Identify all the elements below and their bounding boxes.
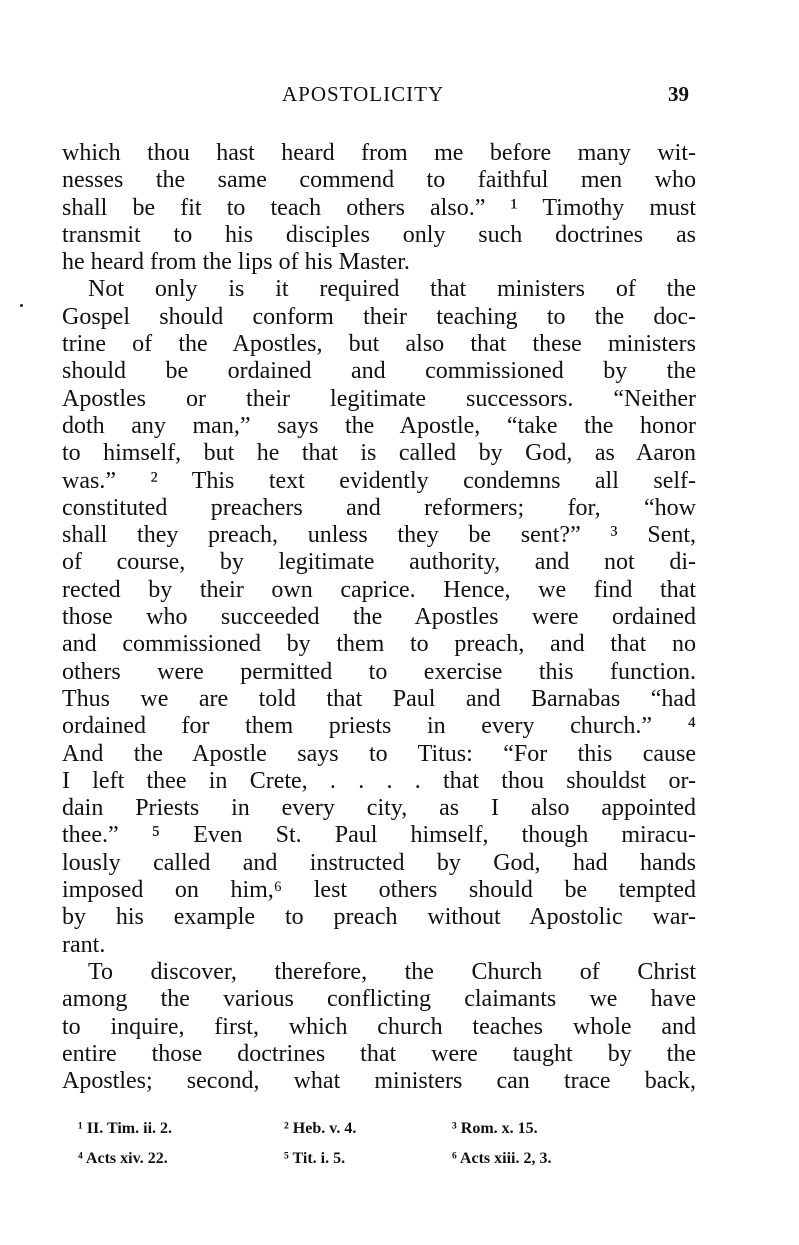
text-line: others were permitted to exercise this function. — [62, 658, 696, 685]
text-line: trine of the Apostles, but also that these ministers — [62, 331, 696, 358]
text-line: shall they preach, unless they be sent?” ³ Sent, — [62, 522, 696, 549]
text-line: those who succeeded the Apostles were ordained — [62, 604, 696, 631]
text-line: imposed on him,⁶ lest others should be tempted — [62, 877, 696, 904]
footnote: ⁴ Acts xiv. 22. — [78, 1150, 168, 1167]
chapter-title: APOSTOLICITY — [282, 82, 445, 106]
text-line: doth any man,” says the Apostle, “take the honor — [62, 412, 696, 439]
paragraph-1 — [62, 140, 696, 276]
text-line: dain Priests in every city, as I also appointed — [62, 795, 696, 822]
text-line: lously called and instructed by God, had hands — [62, 849, 696, 876]
text-line: Apostles or their legitimate successors. “Neither — [62, 385, 696, 412]
body-text — [62, 140, 696, 1095]
text-line: of course, by legitimate authority, and not di- — [62, 549, 696, 576]
footnote: ⁶ Acts xiii. 2, 3. — [452, 1150, 552, 1167]
text-line: to inquire, first, which church teaches whole and — [62, 1013, 696, 1040]
text-line: Thus we are told that Paul and Barnabas “had — [62, 685, 696, 712]
footnote: ³ Rom. x. 15. — [452, 1120, 538, 1137]
text-line: and commissioned by them to preach, and that no — [62, 631, 696, 658]
page-number: 39 — [668, 82, 689, 106]
text-line: rant. — [62, 931, 106, 958]
text-line: rected by their own caprice. Hence, we find that — [62, 576, 696, 603]
text-line: should be ordained and commissioned by the — [62, 358, 696, 385]
text-line: transmit to his disciples only such doctrines as — [62, 221, 696, 248]
text-line: Gospel should conform their teaching to the doc- — [62, 303, 696, 330]
text-line: was.” ² This text evidently condemns all self- — [62, 467, 696, 494]
footnote: ² Heb. v. 4. — [284, 1120, 357, 1137]
text-line: ordained for them priests in every church.” ⁴ — [62, 713, 696, 740]
footnote: ⁵ Tit. i. 5. — [284, 1150, 346, 1167]
paragraph-3 — [62, 959, 696, 1095]
text-line: by his example to preach without Apostolic war- — [62, 904, 696, 931]
footnote-row — [78, 1120, 678, 1150]
paragraph-2 — [62, 276, 696, 958]
text-line: which thou hast heard from me before many wit- — [62, 140, 696, 166]
text-line: thee.” ⁵ Even St. Paul himself, though miracu- — [62, 822, 696, 849]
text-line: I left thee in Crete, . . . . that thou shouldst or- — [62, 767, 696, 794]
text-line: And the Apostle says to Titus: “For this cause — [62, 740, 696, 767]
text-line: Apostles; second, what ministers can trace back, — [62, 1068, 696, 1095]
footnote-row — [78, 1150, 678, 1180]
text-line: nesses the same commend to faithful men who — [62, 167, 696, 194]
footnote: ¹ II. Tim. ii. 2. — [78, 1120, 173, 1137]
text-line: shall be fit to teach others also.” ¹ Timothy must — [62, 194, 696, 221]
text-line: To discover, therefore, the Church of Christ — [88, 958, 696, 985]
text-line: entire those doctrines that were taught by the — [62, 1040, 696, 1067]
running-head — [0, 82, 799, 112]
text-line: he heard from the lips of his Master. — [62, 249, 410, 276]
text-line: Not only is it required that ministers of the — [88, 276, 696, 303]
footnotes — [78, 1120, 678, 1180]
text-line: constituted preachers and reformers; for, “how — [62, 494, 696, 521]
text-line: among the various conflicting claimants we have — [62, 986, 696, 1013]
print-speck — [20, 304, 23, 307]
text-line: to himself, but he that is called by God, as Aaron — [62, 440, 696, 467]
